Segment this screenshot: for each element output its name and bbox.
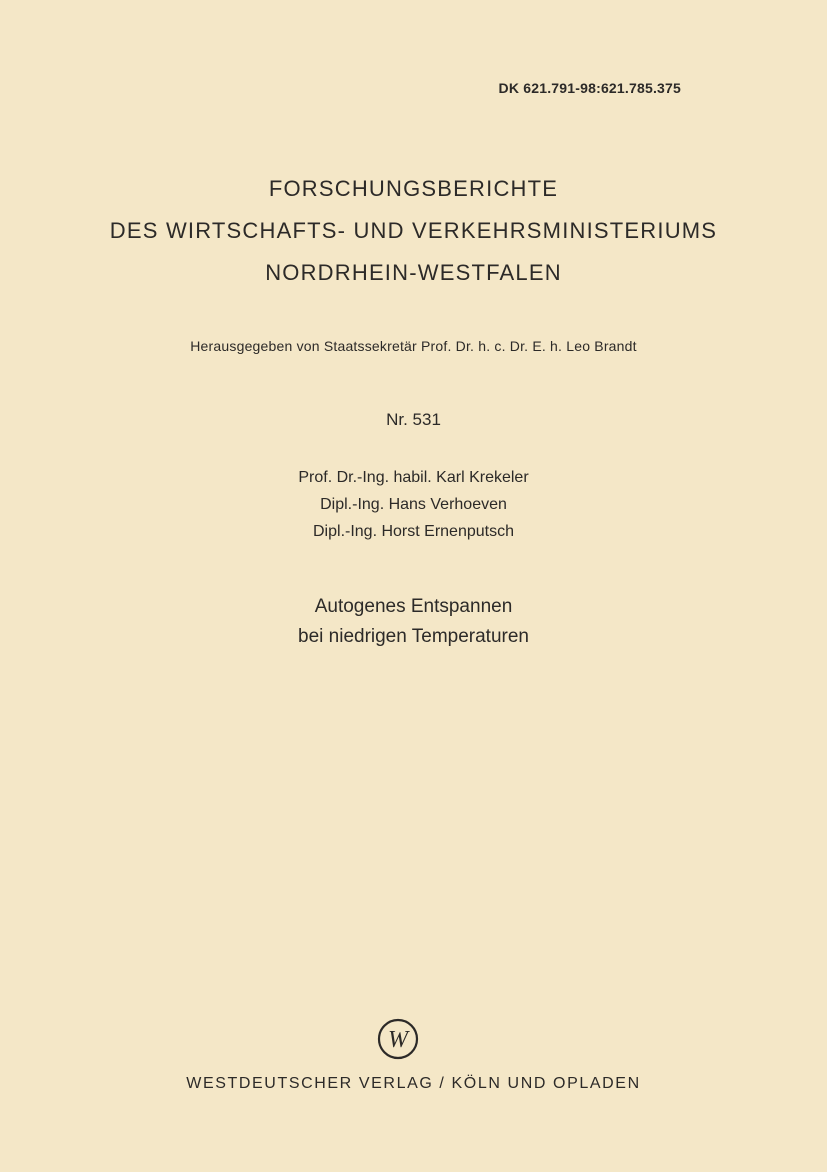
svg-text:W: W <box>388 1027 408 1053</box>
author-list <box>0 464 827 545</box>
report-number: Nr. 531 <box>386 410 441 429</box>
editor-line: Herausgegeben von Staatssekretär Prof. Dr. h. c. Dr. E. h. Leo Brandt <box>190 338 637 354</box>
series-title-line-3: NORDRHEIN-WESTFALEN <box>265 260 562 285</box>
author-name: Dipl.-Ing. Horst Ernenputsch <box>313 523 514 540</box>
series-title-line-1: FORSCHUNGSBERICHTE <box>268 176 559 201</box>
publisher-logo-icon <box>377 1018 419 1060</box>
author-name: Prof. Dr.-Ing. habil. Karl Krekeler <box>298 469 529 486</box>
classification-code: DK 621.791-98:621.785.375 <box>498 80 681 96</box>
author-name: Dipl.-Ing. Hans Verhoeven <box>320 496 507 513</box>
book-title <box>0 592 827 652</box>
book-title-line-2: bei niedrigen Temperaturen <box>298 626 529 647</box>
publisher-line: WESTDEUTSCHER VERLAG / KÖLN UND OPLADEN <box>186 1075 641 1092</box>
book-title-line-1: Autogenes Entspannen <box>314 596 513 617</box>
series-title-line-2: DES WIRTSCHAFTS- UND VERKEHRSMINISTERIUMS <box>109 218 718 243</box>
